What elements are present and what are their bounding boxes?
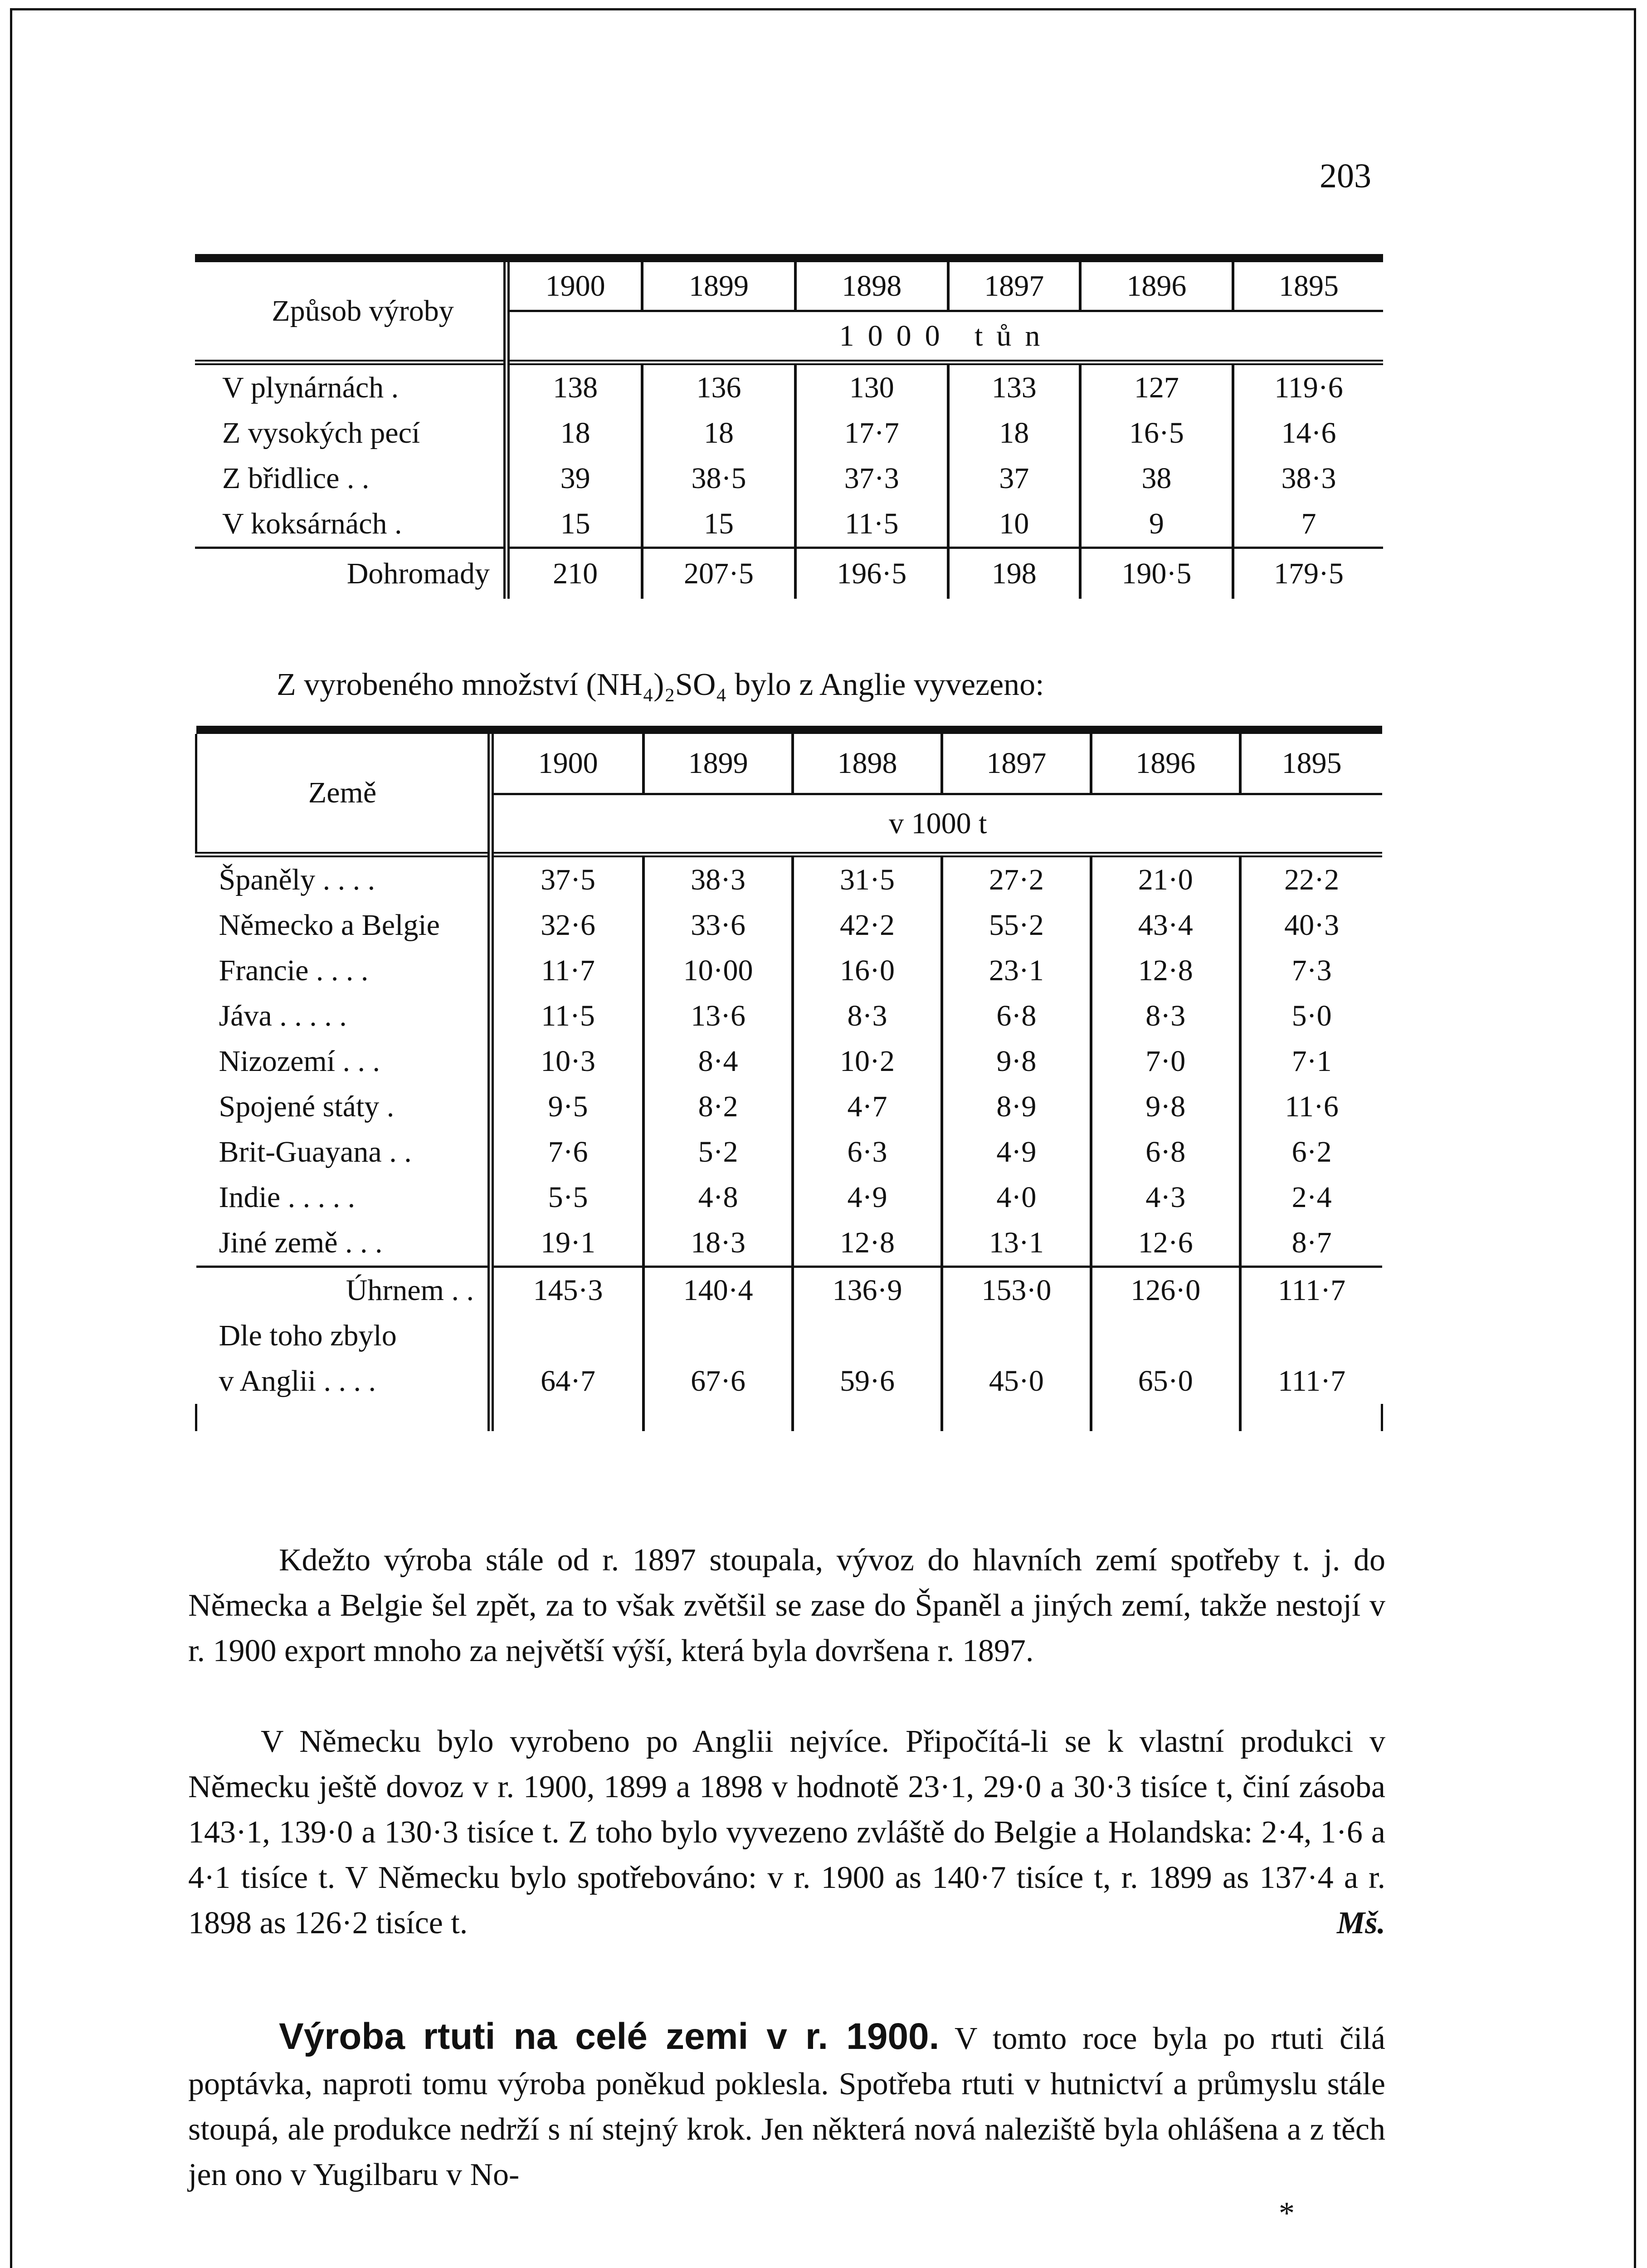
table-cell: 9·5 [548,1090,588,1123]
total-cell: 140·4 [643,1267,793,1314]
table-cell: 8·2 [643,1084,793,1129]
table-cell: 12·8 [1091,948,1240,993]
row-label: V koksárnách . [195,501,507,548]
table-cell: 7·1 [1240,1039,1382,1084]
row-label: Indie . . . . . [196,1175,491,1220]
row-label: Jiné země . . . [196,1220,491,1267]
paragraph-germany [188,1719,1385,1946]
table-cell: 32·6 [541,909,596,942]
table-cell: 18 [948,411,1080,456]
table-cell: 11·6 [1240,1084,1382,1129]
table-cell: 2·4 [1240,1175,1382,1220]
remain-label-line1: Dle toho zbylo [196,1313,491,1359]
table-cell: 37·5 [541,863,596,896]
year-header: 1896 [1080,262,1233,311]
table-cell: 133 [948,362,1080,411]
table-cell: 7 [1233,501,1383,548]
total-label: Dohromady [195,548,507,599]
total-cell: 190·5 [1080,548,1233,599]
total-label: Úhrnem . . [196,1267,491,1314]
table-cell: 22·2 [1240,855,1382,903]
table-cell: 33·6 [643,903,793,948]
row-label: Z vysokých pecí [195,411,507,456]
row-label: V plynárnách . [195,362,507,411]
table-cell: 23·1 [942,948,1091,993]
table-cell: 55·2 [942,903,1091,948]
corner-label: Země [196,734,491,855]
table-cell: 16·5 [1080,411,1233,456]
table-cell: 8·9 [942,1084,1091,1129]
table-caption: Z vyrobeného množství (NH₄)₂SO₄ bylo z Anglie vyvezeno: [277,667,1044,702]
author-signature: Mš. [1337,1906,1385,1941]
table-cell: 4·8 [643,1175,793,1220]
total-cell: 179·5 [1233,548,1383,599]
unit-label: v 1000 t [491,794,1382,855]
paragraph-mercury-text: V tomto roce byla po rtuti čilá poptávka, naproti tomu výroba poněkud poklesla. Spotřeba rtuti v hutnictví a průmyslu stále stoupá, ale produkce nedrží s ní stejný krok. Jen některá nová naleziště byla ohlášena a z těch jen ono v Yugilbaru v No- [188,2021,1385,2192]
paragraph-germany-text: V Německu bylo vyrobeno po Anglii nejvíce. Připočítá-li se k vlastní produkci v Německu ještě dovoz v r. 1900, 1899 a 1898 v hodnotě 23·1, 29·0 a 30·3 tisíce t, činí zásoba 143·1, 139·0 a 130·3 tisíce t. Z toho bylo vyvezeno zvláště do Belgie a Holandska: 2·4, 1·6 a 4·1 tisíce t. V Německu bylo spotřebováno: v r. 1900 as 140·7 tisíce t, r. 1899 as 137·4 a r. 1898 as 126·2 tisíce t. [188,1724,1385,1941]
remain-cell: 111·7 [1240,1359,1382,1404]
remain-cell: 45·0 [942,1359,1091,1404]
table-cell: 12·6 [1091,1220,1240,1267]
table-cell: 9·8 [1091,1084,1240,1129]
year-header: 1900 [538,747,598,780]
table-cell: 38·3 [643,855,793,903]
row-label: Brit-Guayana . . [196,1129,491,1175]
remain-cell: 64·7 [541,1364,596,1398]
export-table [195,726,1383,1431]
remain-cell: 59·6 [793,1359,942,1404]
table-cell: 6·8 [942,993,1091,1039]
table-cell: 4·9 [793,1175,942,1220]
table-cell: 11·5 [541,999,595,1032]
table-cell: 37·3 [795,456,948,501]
table-cell: 4·3 [1091,1175,1240,1220]
table-cell: 8·7 [1240,1220,1382,1267]
table-cell: 130 [795,362,948,411]
table-cell: 136 [642,362,795,411]
year-header: 1900 [545,269,605,303]
total-cell: 210 [507,548,642,599]
page-number: 203 [1320,157,1371,195]
table-cell: 10 [948,501,1080,548]
table-cell: 6·2 [1240,1129,1382,1175]
table-cell: 8·3 [793,993,942,1039]
year-header: 1899 [642,262,795,311]
table-cell: 7·6 [548,1135,588,1168]
table-cell: 15 [560,507,590,540]
table-cell: 14·6 [1233,411,1383,456]
table-cell: 40·3 [1240,903,1382,948]
year-header: 1896 [1091,734,1240,794]
table-cell: 13·1 [942,1220,1091,1267]
table-cell: 12·8 [793,1220,942,1267]
remain-cell: 65·0 [1091,1359,1240,1404]
table-cell: 10·2 [793,1039,942,1084]
total-cell: 126·0 [1091,1267,1240,1314]
table-cell: 4·7 [793,1084,942,1129]
table-cell: 8·4 [643,1039,793,1084]
table-cell: 5·5 [548,1181,588,1214]
table-cell: 16·0 [793,948,942,993]
table-cell: 10·3 [541,1045,596,1078]
total-cell: 198 [948,548,1080,599]
table-cell: 13·6 [643,993,793,1039]
table-cell: 119·6 [1233,362,1383,411]
table-cell: 42·2 [793,903,942,948]
table-cell: 6·3 [793,1129,942,1175]
row-label: Nizozemí . . . [196,1039,491,1084]
table-cell: 38·3 [1233,456,1383,501]
table-cell: 11·7 [541,954,595,987]
production-table [195,254,1383,599]
table-cell: 6·8 [1091,1129,1240,1175]
year-header: 1898 [793,734,942,794]
total-cell: 196·5 [795,548,948,599]
table-cell: 19·1 [541,1226,596,1259]
table-cell: 8·3 [1091,993,1240,1039]
table-cell: 38·5 [642,456,795,501]
table-cell: 127 [1080,362,1233,411]
unit-label: 1000 tůn [507,311,1383,363]
total-cell: 207·5 [642,548,795,599]
table-cell: 4·0 [942,1175,1091,1220]
year-header: 1899 [643,734,793,794]
table-cell: 18 [560,416,590,450]
row-label: Jáva . . . . . [196,993,491,1039]
table-cell: 31·5 [793,855,942,903]
table-cell: 9 [1080,501,1233,548]
table-cell: 43·4 [1091,903,1240,948]
total-cell: 111·7 [1240,1267,1382,1314]
table-cell: 5·0 [1240,993,1382,1039]
footnote-mark: * [1279,2196,1295,2231]
section-heading: Výroba rtuti na celé zemi v r. 1900. [279,2016,940,2057]
table-cell: 37 [948,456,1080,501]
year-header: 1897 [942,734,1091,794]
table-cell: 4·9 [942,1129,1091,1175]
year-header: 1895 [1233,262,1383,311]
paragraph-export: Kdežto výroba stále od r. 1897 stoupala, vývoz do hlavních zemí spotřeby t. j. do Německa a Belgie šel zpět, za to však zvětšil se zase do Španěl a jiných zemí, takže nestojí v r. 1900 export mnoho za největší výší, která byla dovršena r. 1897. [188,1543,1385,1668]
year-header: 1895 [1240,734,1382,794]
total-cell: 153·0 [942,1267,1091,1314]
table-cell: 21·0 [1091,855,1240,903]
row-label: Německo a Belgie [196,903,491,948]
year-header: 1897 [948,262,1080,311]
corner-label: Způsob výroby [195,262,507,362]
total-cell: 145·3 [491,1267,643,1314]
table-cell: 5·2 [643,1129,793,1175]
table-cell: 10·00 [643,948,793,993]
table-cell: 7·3 [1240,948,1382,993]
remain-label-line2: v Anglii . . . . [196,1359,491,1404]
paragraph-mercury [188,2014,1385,2198]
total-cell: 136·9 [793,1267,942,1314]
row-label: Španěly . . . . [196,855,491,903]
table-cell: 7·0 [1091,1039,1240,1084]
remain-cell: 67·6 [643,1359,793,1404]
table-cell: 18 [642,411,795,456]
table-cell: 9·8 [942,1039,1091,1084]
year-header: 1898 [795,262,948,311]
table-cell: 17·7 [795,411,948,456]
table-cell: 39 [560,462,590,495]
table-cell: 15 [642,501,795,548]
row-label: Spojené státy . [196,1084,491,1129]
table-cell: 27·2 [942,855,1091,903]
table-cell: 11·5 [795,501,948,548]
row-label: Francie . . . . [196,948,491,993]
table-cell: 18·3 [643,1220,793,1267]
table-cell: 138 [553,371,598,404]
table-cell: 38 [1080,456,1233,501]
row-label: Z břidlice . . [195,456,507,501]
